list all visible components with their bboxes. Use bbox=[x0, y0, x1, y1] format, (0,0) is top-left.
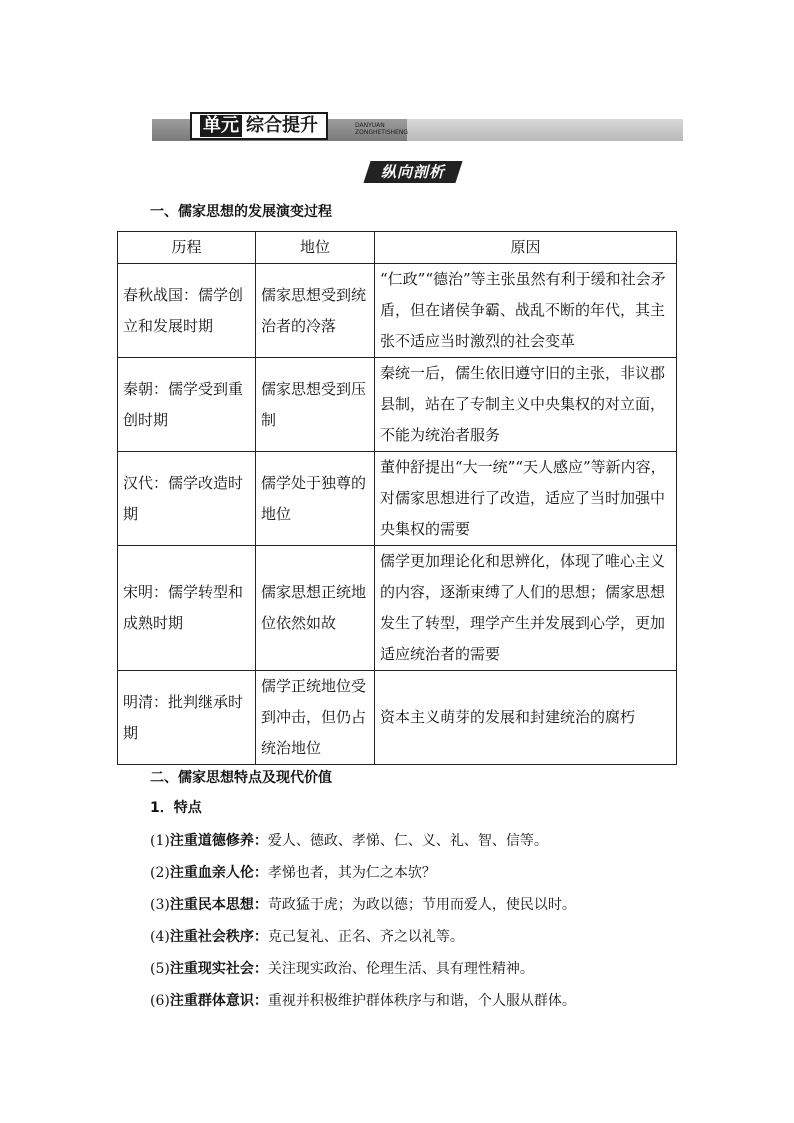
cell-stage: 春秋战国：儒学创立和发展时期 bbox=[118, 264, 256, 358]
table-row bbox=[118, 358, 677, 452]
item-text: 苛政猛于虎；为政以德；节用而爱人，使民以时。 bbox=[267, 897, 576, 913]
table-row bbox=[118, 671, 677, 765]
cell-stage: 汉代：儒学改造时期 bbox=[118, 452, 256, 546]
cell-status: 儒家思想受到统治者的冷落 bbox=[256, 264, 375, 358]
item-lead: 注重民本思想： bbox=[169, 897, 268, 913]
banner-pinyin-2: ZONGHETISHENG bbox=[355, 129, 408, 136]
table-header-row bbox=[118, 232, 677, 264]
cell-reason: 秦统一后，儒生依旧遵守旧的主张，非议郡县制，站在了专制主义中央集权的对立面，不能为统治者服务 bbox=[375, 358, 677, 452]
item-lead: 注重现实社会： bbox=[169, 961, 268, 977]
item-lead: 注重群体意识： bbox=[169, 993, 268, 1009]
table-row bbox=[118, 264, 677, 358]
item-text: 克己复礼、正名、齐之以礼等。 bbox=[267, 929, 464, 945]
item-num: (1) bbox=[150, 833, 170, 849]
cell-stage: 宋明：儒学转型和成熟时期 bbox=[118, 546, 256, 671]
cell-reason: “仁政”“德治”等主张虽然有利于缓和社会矛盾，但在诸侯争霸、战乱不断的年代，其主张不适应当时激烈的社会变革 bbox=[375, 264, 677, 358]
header-stage: 历程 bbox=[118, 232, 256, 264]
list-item bbox=[150, 953, 576, 985]
item-text: 关注现实政治、伦理生活、具有理性精神。 bbox=[267, 961, 534, 977]
list-item bbox=[150, 921, 576, 953]
banner-strong: 单元 bbox=[200, 115, 242, 137]
table-row bbox=[118, 452, 677, 546]
item-lead: 注重血亲人伦： bbox=[169, 865, 268, 881]
item-text: 爱人、德政、孝悌、仁、义、礼、智、信等。 bbox=[267, 833, 548, 849]
banner-pinyin bbox=[355, 122, 408, 136]
header-reason: 原因 bbox=[375, 232, 677, 264]
cell-stage: 明清：批判继承时期 bbox=[118, 671, 256, 765]
subsection-title: 1．特点 bbox=[150, 800, 202, 816]
list-item bbox=[150, 985, 576, 1017]
banner-pinyin-1: DANYUAN bbox=[355, 122, 385, 129]
cell-reason: 儒学更加理论化和思辨化，体现了唯心主义的内容，逐渐束缚了人们的思想；儒家思想发生了转型，理学产生并发展到心学，更加适应统治者的需要 bbox=[375, 546, 677, 671]
section2-title: 二、儒家思想特点及现代价值 bbox=[150, 770, 332, 786]
unit-banner bbox=[152, 112, 683, 142]
cell-reason: 董仲舒提出“大一统”“天人感应”等新内容，对儒家思想进行了改造，适应了当时加强中央集权的需要 bbox=[375, 452, 677, 546]
item-text: 孝悌也者，其为仁之本欤？ bbox=[267, 865, 436, 881]
history-table bbox=[117, 231, 677, 765]
item-lead: 注重道德修养： bbox=[169, 833, 268, 849]
list-item bbox=[150, 825, 576, 857]
item-num: (3) bbox=[150, 897, 170, 913]
item-num: (5) bbox=[150, 961, 170, 977]
cell-status: 儒学正统地位受到冲击，但仍占统治地位 bbox=[256, 671, 375, 765]
features-list bbox=[150, 825, 576, 1017]
subhead-badge bbox=[367, 161, 459, 183]
cell-stage: 秦朝：儒学受到重创时期 bbox=[118, 358, 256, 452]
list-item bbox=[150, 857, 576, 889]
subhead-text: 纵向剖析 bbox=[380, 163, 445, 181]
section1-title: 一、儒家思想的发展演变过程 bbox=[150, 204, 332, 220]
item-num: (4) bbox=[150, 929, 170, 945]
item-num: (6) bbox=[150, 993, 170, 1009]
header-status: 地位 bbox=[256, 232, 375, 264]
cell-status: 儒家思想正统地位依然如故 bbox=[256, 546, 375, 671]
item-lead: 注重社会秩序： bbox=[169, 929, 268, 945]
cell-reason: 资本主义萌芽的发展和封建统治的腐朽 bbox=[375, 671, 677, 765]
list-item bbox=[150, 889, 576, 921]
cell-status: 儒家思想受到压制 bbox=[256, 358, 375, 452]
cell-status: 儒学处于独尊的地位 bbox=[256, 452, 375, 546]
banner-rest: 综合提升 bbox=[246, 115, 318, 136]
banner-label bbox=[190, 112, 328, 140]
item-text: 重视并积极维护群体秩序与和谐，个人服从群体。 bbox=[267, 993, 576, 1009]
table-row bbox=[118, 546, 677, 671]
item-num: (2) bbox=[150, 865, 170, 881]
